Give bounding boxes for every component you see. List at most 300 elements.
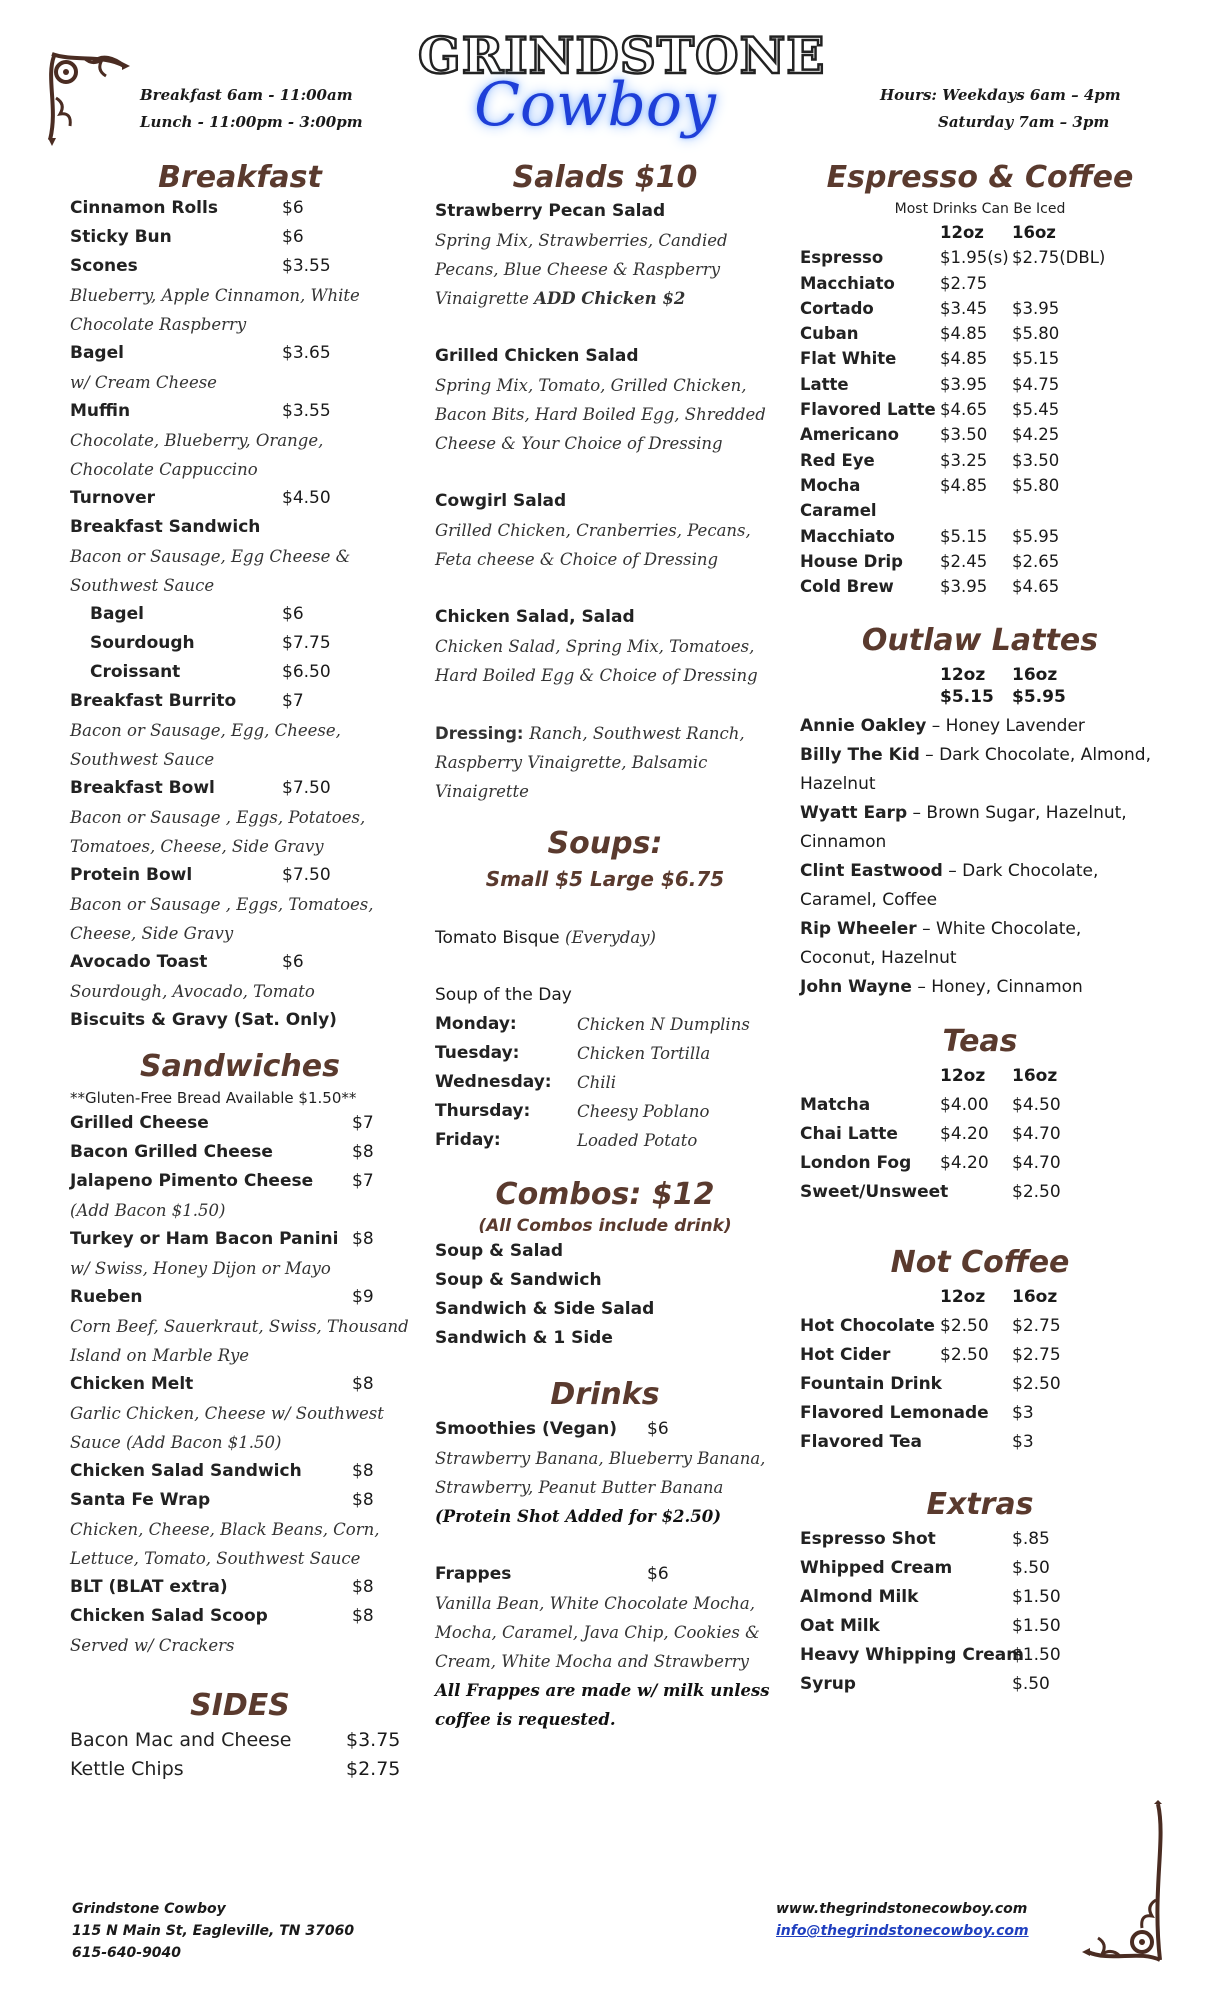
price-12oz: $4.20 bbox=[940, 1153, 989, 1174]
price-12oz: $3.25 bbox=[940, 450, 988, 470]
column-middle bbox=[435, 158, 775, 1734]
corner-scroll-ornament-top-left bbox=[44, 48, 134, 148]
item-description: Garlic Chicken, Cheese w/ Southwest bbox=[70, 1404, 384, 1423]
menu-item-name: Cinnamon Rolls bbox=[70, 198, 218, 218]
extra-name: Syrup bbox=[800, 1674, 856, 1695]
hours-left bbox=[140, 82, 363, 136]
price-16oz: $5.80 bbox=[1012, 475, 1060, 495]
menu-item-name: Bagel bbox=[70, 343, 124, 363]
menu-item-row bbox=[70, 948, 410, 977]
menu-item-row bbox=[70, 1573, 410, 1602]
menu-item-row bbox=[70, 194, 410, 223]
teas-list bbox=[800, 1091, 1160, 1207]
item-description: (Add Bacon $1.50) bbox=[70, 1201, 226, 1220]
menu-item-price: $7 bbox=[352, 1113, 374, 1133]
soup-days-list bbox=[435, 1010, 775, 1155]
menu-item-price: $7.50 bbox=[282, 865, 331, 885]
menu-item-row bbox=[435, 1415, 775, 1444]
menu-item-name: Red Eye bbox=[800, 450, 875, 470]
item-description: Southwest Sauce bbox=[70, 750, 215, 769]
menu-item-price: $6.50 bbox=[282, 662, 331, 682]
menu-item-name: Sweet/Unsweet bbox=[800, 1182, 949, 1203]
menu-item-price: $7 bbox=[352, 1171, 374, 1191]
menu-item-name: Breakfast Burrito bbox=[70, 691, 237, 711]
item-description: Cheese, Side Gravy bbox=[70, 924, 234, 943]
soup-name: Cheesy Poblano bbox=[577, 1102, 710, 1121]
menu-item-row bbox=[70, 687, 410, 716]
menu-item-name: Muffin bbox=[70, 401, 131, 421]
combos-heading: Combos: $12 bbox=[495, 1177, 715, 1212]
soup-day-row bbox=[435, 1010, 775, 1039]
extra-item-row bbox=[800, 1612, 1160, 1641]
menu-item-name: Macchiato bbox=[800, 526, 895, 546]
menu-item-row bbox=[435, 603, 775, 632]
latte-name: Wyatt Earp bbox=[800, 803, 908, 824]
menu-item-name: Jalapeno Pimento Cheese bbox=[70, 1171, 314, 1191]
menu-item-name: Turnover bbox=[70, 488, 155, 508]
menu-item-price: $8 bbox=[352, 1461, 374, 1481]
menu-item-name: Matcha bbox=[800, 1095, 871, 1116]
menu-item-name: Smoothies (Vegan) bbox=[435, 1419, 617, 1439]
outlaw-line bbox=[800, 741, 1160, 770]
menu-item-row bbox=[70, 600, 410, 629]
price-12oz: $2.75 bbox=[940, 273, 988, 293]
menu-item-price: $7.75 bbox=[282, 633, 331, 653]
item-description: Raspberry Vinaigrette, Balsamic bbox=[435, 753, 708, 772]
menu-item-name: Chicken Melt bbox=[70, 1374, 194, 1394]
menu-item-price: $9 bbox=[352, 1287, 374, 1307]
menu-item-name: Sourdough bbox=[90, 633, 195, 653]
menu-item-row bbox=[800, 346, 1160, 371]
tomato-bisque-note: (Everyday) bbox=[565, 928, 656, 947]
menu-item-name: Croissant bbox=[90, 662, 181, 682]
menu-item-name: Cowgirl Salad bbox=[435, 491, 567, 511]
add-on-note: ADD Chicken $2 bbox=[534, 289, 686, 308]
latte-flavors: Hazelnut bbox=[800, 774, 876, 795]
item-description: Sauce (Add Bacon $1.50) bbox=[70, 1433, 282, 1452]
price-16oz: $5.45 bbox=[1012, 400, 1060, 420]
menu-item-name: Bagel bbox=[90, 604, 144, 624]
outlaw-price-12oz: $5.15 bbox=[940, 687, 994, 708]
price-16oz: $2.65 bbox=[1012, 551, 1060, 571]
menu-item-row bbox=[800, 372, 1160, 397]
extra-name: Heavy Whipping Cream bbox=[800, 1645, 1024, 1666]
menu-item-name: Grilled Chicken Salad bbox=[435, 346, 639, 366]
menu-item-name: Flavored Tea bbox=[800, 1432, 923, 1453]
menu-item-name: Scones bbox=[70, 256, 138, 276]
column-right bbox=[800, 158, 1160, 1699]
item-note: (Protein Shot Added for $2.50) bbox=[435, 1507, 721, 1526]
price-12oz: $4.85 bbox=[940, 349, 988, 369]
item-description: Bacon or Sausage, Egg Cheese & bbox=[70, 547, 351, 566]
menu-item-row bbox=[70, 1457, 410, 1486]
outlaw-line bbox=[800, 915, 1160, 944]
breakfast-heading: Breakfast bbox=[158, 160, 322, 195]
latte-name: John Wayne bbox=[800, 977, 912, 998]
outlaw-heading: Outlaw Lattes bbox=[861, 623, 1099, 659]
lunch-hours: Lunch - 11:00pm - 3:00pm bbox=[140, 113, 363, 131]
outlaw-line bbox=[800, 712, 1160, 741]
menu-item-row bbox=[800, 1312, 1160, 1341]
menu-item-row bbox=[70, 223, 410, 252]
menu-item-row bbox=[435, 487, 775, 516]
menu-item-row bbox=[70, 252, 410, 281]
menu-item-row bbox=[800, 1370, 1160, 1399]
item-description: Island on Marble Rye bbox=[70, 1346, 250, 1365]
side-item-name: Bacon Mac and Cheese bbox=[70, 1729, 292, 1751]
latte-flavors: – Brown Sugar, Hazelnut, bbox=[907, 803, 1127, 824]
tomato-bisque-name: Tomato Bisque bbox=[435, 928, 560, 948]
item-description: Feta cheese & Choice of Dressing bbox=[435, 550, 719, 569]
menu-item-row bbox=[800, 498, 1160, 523]
soup-name: Chicken Tortilla bbox=[577, 1044, 711, 1063]
extra-item-row bbox=[800, 1670, 1160, 1699]
breakfast-list bbox=[70, 194, 410, 1035]
spacer bbox=[435, 313, 775, 342]
soup-day: Thursday: bbox=[435, 1101, 531, 1121]
price-16oz: $3.95 bbox=[1012, 298, 1060, 318]
menu-item-price: $6 bbox=[282, 604, 304, 624]
price-16oz: $5.80 bbox=[1012, 324, 1060, 344]
price-16oz: $2.75 bbox=[1012, 1345, 1061, 1366]
soups-heading: Soups: bbox=[547, 826, 663, 861]
outlaw-price-16oz: $5.95 bbox=[1012, 687, 1066, 708]
latte-flavors: – Honey Lavender bbox=[926, 716, 1085, 737]
soup-day-row bbox=[435, 1097, 775, 1126]
item-description: Southwest Sauce bbox=[70, 576, 215, 595]
spacer bbox=[435, 458, 775, 487]
hours-right bbox=[880, 82, 1121, 136]
soup-day-row bbox=[435, 1126, 775, 1155]
extra-price: $.85 bbox=[1012, 1529, 1050, 1550]
item-description: Chocolate Cappuccino bbox=[70, 460, 258, 479]
menu-item-row bbox=[70, 1109, 410, 1138]
latte-name: Rip Wheeler bbox=[800, 919, 917, 940]
price-12oz: $4.65 bbox=[940, 400, 988, 420]
menu-item-name: Flat White bbox=[800, 349, 897, 369]
extra-item-row bbox=[800, 1641, 1160, 1670]
soup-day-row bbox=[435, 1039, 775, 1068]
outlaw-line bbox=[800, 973, 1160, 1002]
menu-item-price: $6 bbox=[647, 1564, 669, 1584]
item-description: Grilled Chicken, Cranberries, Pecans, bbox=[435, 521, 751, 540]
soup-name: Chili bbox=[577, 1073, 617, 1092]
footer-address-block bbox=[72, 1898, 354, 1964]
menu-item-name: Fountain Drink bbox=[800, 1374, 942, 1395]
extras-list bbox=[800, 1525, 1160, 1699]
item-description: w/ Swiss, Honey Dijon or Mayo bbox=[70, 1259, 331, 1278]
item-note: coffee is requested. bbox=[435, 1710, 616, 1729]
price-12oz: $3.45 bbox=[940, 298, 988, 318]
combo-item bbox=[435, 1237, 775, 1266]
sandwiches-list bbox=[70, 1109, 410, 1660]
menu-item-row bbox=[70, 513, 410, 542]
price-12oz: $4.85 bbox=[940, 324, 988, 344]
size-12oz: 12oz bbox=[940, 223, 984, 242]
combos-subtitle: (All Combos include drink) bbox=[478, 1216, 732, 1236]
footer-email-link[interactable]: info@thegrindstonecowboy.com bbox=[776, 1923, 1029, 1939]
soup-day-row bbox=[435, 1068, 775, 1097]
extra-price: $.50 bbox=[1012, 1674, 1050, 1695]
menu-item-name: Chicken Salad Sandwich bbox=[70, 1461, 302, 1481]
price-16oz: $5.95 bbox=[1012, 526, 1060, 546]
combo-item bbox=[435, 1266, 775, 1295]
spacer bbox=[435, 574, 775, 603]
item-description: Hard Boiled Egg & Choice of Dressing bbox=[435, 666, 758, 685]
item-description: Bacon or Sausage , Eggs, Potatoes, bbox=[70, 808, 366, 827]
item-description: Chocolate, Blueberry, Orange, bbox=[70, 431, 324, 450]
price-12oz: $2.50 bbox=[940, 1316, 989, 1337]
outlaw-list bbox=[800, 712, 1160, 1002]
menu-item-row bbox=[800, 321, 1160, 346]
not-coffee-heading: Not Coffee bbox=[890, 1245, 1070, 1281]
menu-item-name: London Fog bbox=[800, 1153, 912, 1174]
extra-item-row bbox=[800, 1583, 1160, 1612]
dressing-options: Ranch, Southwest Ranch, bbox=[529, 724, 745, 743]
extra-name: Whipped Cream bbox=[800, 1558, 953, 1579]
spacer bbox=[435, 1531, 775, 1560]
menu-item-name: Santa Fe Wrap bbox=[70, 1490, 211, 1510]
item-description: Spring Mix, Strawberries, Candied bbox=[435, 231, 728, 250]
menu-item-price: $6 bbox=[647, 1419, 669, 1439]
menu-item-price: $3.55 bbox=[282, 401, 331, 421]
price-16oz: $4.65 bbox=[1012, 577, 1060, 597]
latte-flavors: Cinnamon bbox=[800, 832, 887, 853]
item-description: Cheese & Your Choice of Dressing bbox=[435, 434, 723, 453]
price-16oz: $3 bbox=[1012, 1432, 1034, 1453]
sandwiches-heading: Sandwiches bbox=[139, 1049, 341, 1084]
combo-name: Soup & Sandwich bbox=[435, 1270, 602, 1290]
size-16oz: 16oz bbox=[1012, 1066, 1058, 1087]
item-description: Strawberry Banana, Blueberry Banana, bbox=[435, 1449, 766, 1468]
footer-website[interactable]: www.thegrindstonecowboy.com bbox=[776, 1901, 1028, 1917]
menu-item-row bbox=[800, 271, 1160, 296]
menu-item-name: Americano bbox=[800, 425, 899, 445]
price-16oz: $4.70 bbox=[1012, 1124, 1061, 1145]
item-description: Blueberry, Apple Cinnamon, White bbox=[70, 286, 360, 305]
soup-day: Wednesday: bbox=[435, 1072, 552, 1092]
menu-item-price: $8 bbox=[352, 1229, 374, 1249]
menu-item-name: Breakfast Sandwich bbox=[70, 517, 261, 537]
menu-item-row bbox=[70, 774, 410, 803]
item-description: Bacon Bits, Hard Boiled Egg, Shredded bbox=[435, 405, 766, 424]
combo-name: Sandwich & Side Salad bbox=[435, 1299, 655, 1319]
size-16oz: 16oz bbox=[1012, 1287, 1058, 1308]
outlaw-price-row bbox=[800, 683, 1160, 712]
menu-item-row bbox=[800, 1399, 1160, 1428]
item-description bbox=[435, 284, 775, 313]
item-description: Bacon or Sausage, Egg, Cheese, bbox=[70, 721, 341, 740]
spacer bbox=[435, 690, 775, 719]
logo-grindstone: GRINDSTONE bbox=[418, 26, 826, 85]
menu-item-name: Cuban bbox=[800, 324, 859, 344]
item-description: Strawberry, Peanut Butter Banana bbox=[435, 1478, 724, 1497]
extra-item-row bbox=[800, 1525, 1160, 1554]
item-description: Chicken Salad, Spring Mix, Tomatoes, bbox=[435, 637, 755, 656]
latte-name: Annie Oakley bbox=[800, 716, 927, 737]
price-12oz: $2.50 bbox=[940, 1345, 989, 1366]
price-16oz: $2.50 bbox=[1012, 1374, 1061, 1395]
menu-item-row bbox=[800, 473, 1160, 498]
price-16oz: $2.75 bbox=[1012, 1316, 1061, 1337]
menu-item-row bbox=[800, 1178, 1160, 1207]
menu-item-row bbox=[800, 422, 1160, 447]
side-item-price: $3.75 bbox=[346, 1729, 401, 1751]
item-description: Vanilla Bean, White Chocolate Mocha, bbox=[435, 1594, 756, 1613]
menu-item-row bbox=[70, 339, 410, 368]
menu-item-row bbox=[800, 1149, 1160, 1178]
combo-item bbox=[435, 1324, 775, 1353]
menu-item-row bbox=[435, 197, 775, 226]
menu-item-row bbox=[70, 1138, 410, 1167]
latte-flavors: Coconut, Hazelnut bbox=[800, 948, 957, 969]
latte-flavors: – Honey, Cinnamon bbox=[911, 977, 1083, 998]
menu-item-row bbox=[70, 629, 410, 658]
menu-item-name: Chicken Salad, Salad bbox=[435, 607, 635, 627]
menu-item-name: Grilled Cheese bbox=[70, 1113, 209, 1133]
menu-item-row bbox=[70, 1486, 410, 1515]
menu-item-name: Flavored Lemonade bbox=[800, 1403, 989, 1424]
logo-cowboy: Cowboy bbox=[474, 70, 716, 140]
latte-flavors: – Dark Chocolate, bbox=[942, 861, 1099, 882]
menu-item-name: Biscuits & Gravy (Sat. Only) bbox=[70, 1010, 337, 1030]
soup-name: Chicken N Dumplins bbox=[577, 1015, 750, 1034]
footer-contact-block bbox=[776, 1898, 1029, 1942]
weekday-hours: Hours: Weekdays 6am – 4pm bbox=[880, 86, 1121, 104]
item-description: Pecans, Blue Cheese & Raspberry bbox=[435, 260, 721, 279]
breakfast-hours: Breakfast 6am - 11:00am bbox=[140, 86, 353, 104]
price-12oz: $3.95 bbox=[940, 374, 988, 394]
menu-item-row bbox=[435, 342, 775, 371]
latte-flavors: – White Chocolate, bbox=[916, 919, 1082, 940]
extra-name: Espresso Shot bbox=[800, 1529, 936, 1550]
menu-item-name: Rueben bbox=[70, 1287, 143, 1307]
menu-item-price: $6 bbox=[282, 198, 304, 218]
not-coffee-list bbox=[800, 1312, 1160, 1457]
menu-item-price: $3.55 bbox=[282, 256, 331, 276]
menu-item-name: Turkey or Ham Bacon Panini bbox=[70, 1229, 339, 1249]
menu-item-price: $8 bbox=[352, 1490, 374, 1510]
extra-name: Almond Milk bbox=[800, 1587, 919, 1608]
item-description: Served w/ Crackers bbox=[70, 1636, 235, 1655]
item-description: Spring Mix, Tomato, Grilled Chicken, bbox=[435, 376, 747, 395]
menu-item-row bbox=[800, 549, 1160, 574]
menu-item-name: Strawberry Pecan Salad bbox=[435, 201, 666, 221]
price-16oz: $2.75(DBL) bbox=[1012, 248, 1106, 268]
price-16oz: $5.15 bbox=[1012, 349, 1060, 369]
side-item-price: $2.75 bbox=[346, 1758, 401, 1780]
soup-name: Loaded Potato bbox=[577, 1131, 698, 1150]
soup-of-the-day-title: Soup of the Day bbox=[435, 985, 572, 1005]
extra-price: $1.50 bbox=[1012, 1645, 1061, 1666]
size-16oz: 16oz bbox=[1012, 223, 1056, 242]
menu-item-row bbox=[800, 448, 1160, 473]
menu-item-row bbox=[70, 1006, 410, 1035]
menu-item-row bbox=[70, 1370, 410, 1399]
footer-phone: 615-640-9040 bbox=[72, 1945, 182, 1961]
menu-item-name: House Drip bbox=[800, 551, 903, 571]
description-text: Vinaigrette bbox=[435, 289, 535, 308]
menu-item-name: Cold Brew bbox=[800, 577, 894, 597]
price-16oz: $4.25 bbox=[1012, 425, 1060, 445]
menu-item-price: $8 bbox=[352, 1577, 374, 1597]
menu-item-name: Protein Bowl bbox=[70, 865, 193, 885]
menu-item-name: Bacon Grilled Cheese bbox=[70, 1142, 273, 1162]
soup-day: Tuesday: bbox=[435, 1043, 520, 1063]
menu-item-row bbox=[800, 245, 1160, 270]
price-16oz: $4.75 bbox=[1012, 374, 1060, 394]
iced-note: Most Drinks Can Be Iced bbox=[894, 201, 1066, 217]
salads-list bbox=[435, 197, 775, 806]
menu-item-row bbox=[800, 574, 1160, 599]
item-note: All Frappes are made w/ milk unless bbox=[435, 1681, 770, 1700]
menu-item-name: Hot Chocolate bbox=[800, 1316, 935, 1337]
saturday-hours: Saturday 7am – 3pm bbox=[938, 113, 1110, 131]
footer-address: 115 N Main St, Eagleville, TN 37060 bbox=[72, 1923, 355, 1939]
menu-item-price: $8 bbox=[352, 1374, 374, 1394]
extra-name: Oat Milk bbox=[800, 1616, 880, 1637]
menu-item-name: Cortado bbox=[800, 298, 874, 318]
item-description: Sourdough, Avocado, Tomato bbox=[70, 982, 315, 1001]
price-16oz: $2.50 bbox=[1012, 1182, 1061, 1203]
item-description: Corn Beef, Sauerkraut, Swiss, Thousand bbox=[70, 1317, 409, 1336]
menu-item-row bbox=[70, 484, 410, 513]
menu-item-row bbox=[800, 296, 1160, 321]
latte-flavors: Caramel, Coffee bbox=[800, 890, 938, 911]
espresso-heading: Espresso & Coffee bbox=[826, 160, 1134, 195]
price-16oz: $3 bbox=[1012, 1403, 1034, 1424]
item-description: w/ Cream Cheese bbox=[70, 373, 217, 392]
soup-day: Monday: bbox=[435, 1014, 517, 1034]
sides-heading: SIDES bbox=[190, 1688, 290, 1723]
menu-item-name: Caramel bbox=[800, 501, 877, 521]
item-description: Chocolate Raspberry bbox=[70, 315, 247, 334]
combos-list bbox=[435, 1237, 775, 1353]
menu-item-name: BLT (BLAT extra) bbox=[70, 1577, 228, 1597]
extra-price: $.50 bbox=[1012, 1558, 1050, 1579]
item-description: Vinaigrette bbox=[435, 782, 529, 801]
menu-item-name: Avocado Toast bbox=[70, 952, 208, 972]
espresso-size-header bbox=[800, 220, 1160, 245]
item-description: Mocha, Caramel, Java Chip, Cookies & bbox=[435, 1623, 760, 1642]
footer-business-name: Grindstone Cowboy bbox=[72, 1901, 226, 1917]
drinks-list bbox=[435, 1415, 775, 1734]
menu-item-price: $8 bbox=[352, 1606, 374, 1626]
menu-item-price: $7.50 bbox=[282, 778, 331, 798]
outlaw-line bbox=[800, 857, 1160, 886]
teas-heading: Teas bbox=[942, 1024, 1018, 1060]
menu-item-name: Chai Latte bbox=[800, 1124, 898, 1145]
combo-name: Soup & Salad bbox=[435, 1241, 564, 1261]
dressing-label: Dressing: bbox=[435, 724, 530, 743]
gluten-free-note: **Gluten-Free Bread Available $1.50** bbox=[70, 1089, 357, 1107]
soup-day: Friday: bbox=[435, 1130, 501, 1150]
menu-item-row bbox=[435, 1560, 775, 1589]
combo-name: Sandwich & 1 Side bbox=[435, 1328, 613, 1348]
size-16oz: 16oz bbox=[1012, 665, 1058, 686]
sides-list bbox=[70, 1726, 410, 1784]
outlaw-line bbox=[800, 799, 1160, 828]
not-coffee-size-header bbox=[800, 1283, 1160, 1312]
corner-scroll-ornament-bottom-right bbox=[1080, 1800, 1170, 1970]
menu-item-price: $7 bbox=[282, 691, 304, 711]
latte-name: Clint Eastwood bbox=[800, 861, 943, 882]
menu-item-row bbox=[800, 1120, 1160, 1149]
item-description: Chicken, Cheese, Black Beans, Corn, bbox=[70, 1520, 380, 1539]
espresso-list bbox=[800, 245, 1160, 599]
menu-item-name: Frappes bbox=[435, 1564, 512, 1584]
menu-item-row bbox=[70, 1167, 410, 1196]
